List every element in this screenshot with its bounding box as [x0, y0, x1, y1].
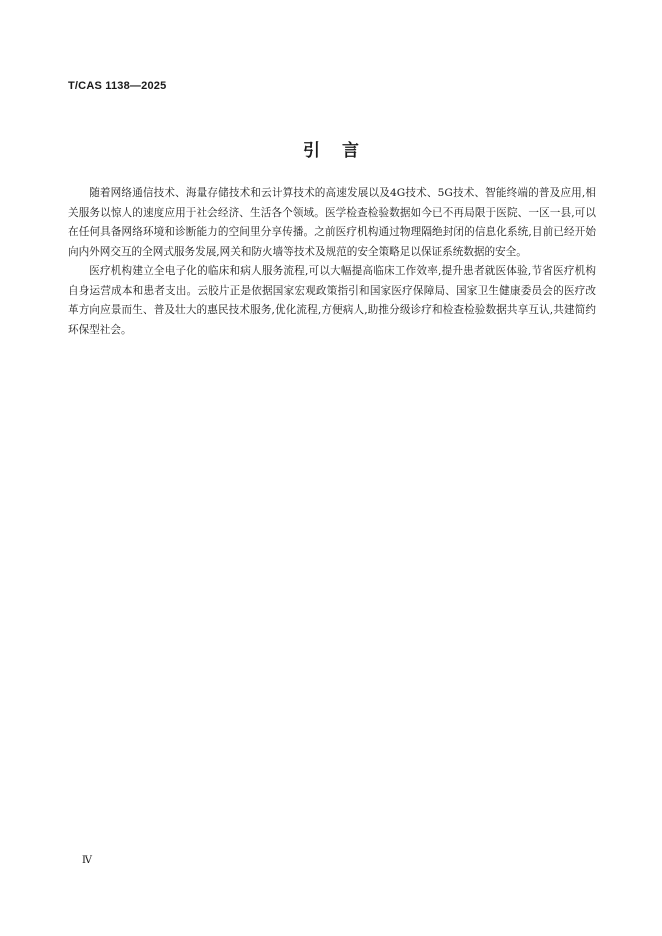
page-number: Ⅳ [82, 855, 92, 866]
standard-code: T/CAS 1138—2025 [68, 80, 167, 92]
body-text [68, 184, 596, 340]
section-title: 引言 [303, 141, 381, 161]
paragraph: 随着网络通信技术、海量存储技术和云计算技术的高速发展以及4G技术、5G技术、智能终端的普及应用,相关服务以惊人的速度应用于社会经济、生活各个领域。医学检查检验数据如今已不再局限于医院、一区一县,可以在任何具备网络环境和诊断能力的空间里分享传播。之前医疗机构通过物理隔绝封闭的信息化系统,目前已经开始向内外网交互的全网式服务发展,网关和防火墙等技术及规范的安全策略足以保证系统数据的安全。 [68, 187, 596, 258]
paragraph: 医疗机构建立全电子化的临床和病人服务流程,可以大幅提高临床工作效率,提升患者就医体验,节省医疗机构自身运营成本和患者支出。云胶片正是依据国家宏观政策指引和国家医疗保障局、国家卫生健康委员会的医疗改革方向应景而生、普及壮大的惠民技术服务,优化流程,方便病人,助推分级诊疗和检查检验数据共享互认,共建简约环保型社会。 [68, 265, 596, 336]
